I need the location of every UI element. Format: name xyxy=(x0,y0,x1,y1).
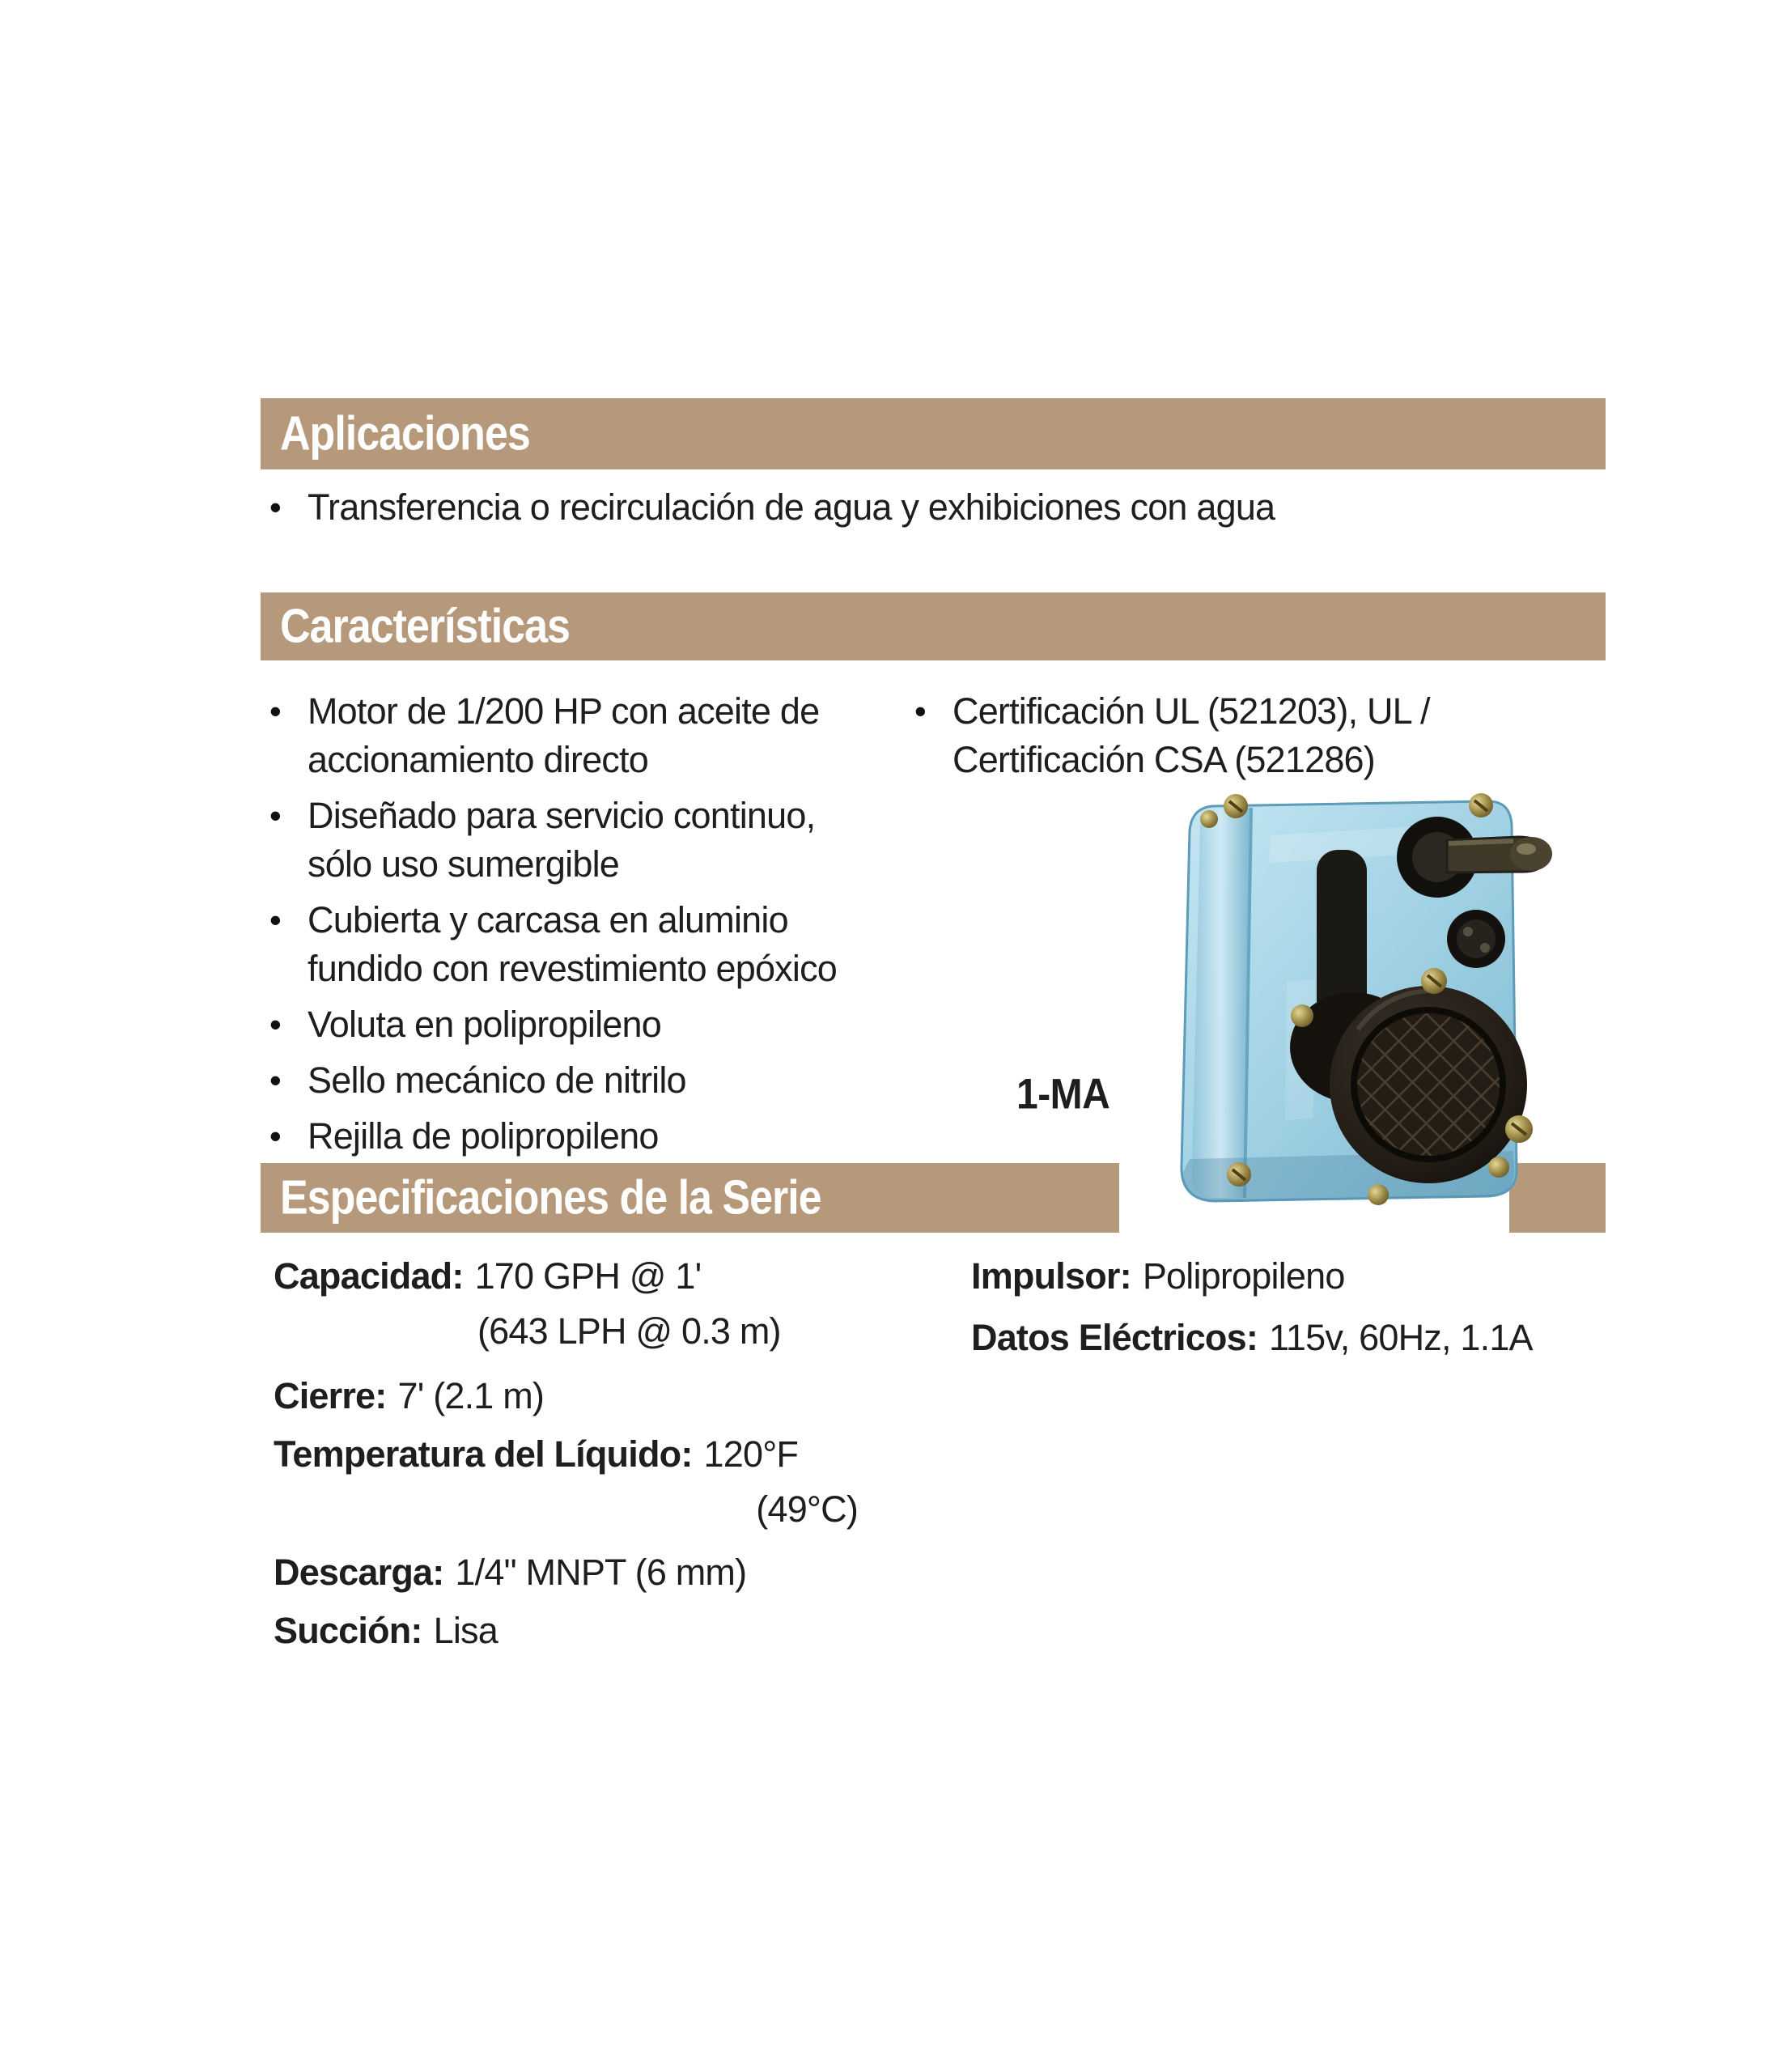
spec-value: 120°F xyxy=(703,1433,799,1475)
spec-impulsor xyxy=(971,1254,1345,1299)
list-item xyxy=(269,896,917,993)
list-item xyxy=(269,1000,917,1049)
spec-value: Lisa xyxy=(433,1610,498,1651)
pump-volute xyxy=(1330,986,1527,1183)
feature-text: Diseñado para servicio continuo, xyxy=(308,795,816,836)
features-right-column xyxy=(914,687,1627,792)
aplicaciones-list xyxy=(269,483,1532,539)
spec-label: Succión: xyxy=(274,1610,422,1651)
spec-label: Impulsor: xyxy=(971,1255,1131,1297)
feature-text: Motor de 1/200 HP con aceite de xyxy=(308,690,820,732)
application-text: Transferencia o recirculación de agua y exhibiciones con agua xyxy=(308,486,1275,528)
spec-descarga xyxy=(274,1550,746,1595)
section-title: Aplicaciones xyxy=(280,406,530,461)
spec-value: Polipropileno xyxy=(1142,1255,1345,1297)
feature-text: Cubierta y carcasa en aluminio xyxy=(308,899,788,940)
features-left-column xyxy=(269,687,917,1168)
pump-illustration xyxy=(1165,779,1582,1232)
section-header-caracteristicas xyxy=(261,592,1606,660)
feature-text: Sello mecánico de nitrilo xyxy=(308,1059,686,1101)
bullet-icon: • xyxy=(914,692,927,730)
spec-label: Datos Eléctricos: xyxy=(971,1317,1258,1358)
spec-value: (643 LPH @ 0.3 m) xyxy=(477,1310,781,1352)
spec-datos-electricos xyxy=(971,1315,1533,1361)
list-item xyxy=(269,1112,917,1161)
feature-text: Voluta en polipropileno xyxy=(308,1004,661,1045)
feature-text: fundido con revestimiento epóxico xyxy=(308,948,838,989)
section-header-aplicaciones xyxy=(261,398,1606,469)
spec-capacidad xyxy=(274,1254,701,1299)
model-label: 1-MA xyxy=(1016,1071,1110,1119)
list-item xyxy=(269,792,917,889)
spec-cierre xyxy=(274,1374,544,1419)
bullet-icon: • xyxy=(269,1117,282,1155)
spec-label: Descarga: xyxy=(274,1552,444,1593)
bullet-icon: • xyxy=(269,692,282,730)
spec-value: 115v, 60Hz, 1.1A xyxy=(1269,1317,1533,1358)
feature-text: Certificación CSA (521286) xyxy=(953,739,1375,780)
spec-temperatura xyxy=(274,1432,798,1477)
bullet-icon: • xyxy=(269,796,282,834)
feature-text: Certificación UL (521203), UL / xyxy=(953,690,1430,732)
spec-temperatura-metric xyxy=(274,1487,858,1532)
bullet-icon: • xyxy=(269,1005,282,1043)
spec-value: 7' (2.1 m) xyxy=(397,1375,545,1416)
pump-port xyxy=(1447,910,1505,968)
spec-capacidad-metric xyxy=(477,1309,781,1354)
feature-text: Rejilla de polipropileno xyxy=(308,1115,659,1157)
feature-text: sólo uso sumergible xyxy=(308,843,620,885)
bullet-icon: • xyxy=(269,901,282,939)
list-item xyxy=(914,687,1627,784)
spec-value: 170 GPH @ 1' xyxy=(474,1255,702,1297)
pump-svg xyxy=(1165,779,1582,1232)
section-title: Características xyxy=(280,599,570,654)
spec-label: Cierre: xyxy=(274,1375,387,1416)
spec-label: Capacidad: xyxy=(274,1255,464,1297)
bullet-icon: • xyxy=(269,488,282,526)
bullet-icon: • xyxy=(269,1061,282,1099)
list-item xyxy=(269,483,1532,532)
list-item xyxy=(269,1056,917,1105)
spec-succion xyxy=(274,1608,498,1654)
spec-value: 1/4" MNPT (6 mm) xyxy=(455,1552,747,1593)
spec-label: Temperatura del Líquido: xyxy=(274,1433,693,1475)
spec-value: (49°C) xyxy=(756,1488,858,1530)
section-title: Especificaciones de la Serie xyxy=(280,1170,821,1225)
feature-text: accionamiento directo xyxy=(308,739,648,780)
list-item xyxy=(269,687,917,784)
